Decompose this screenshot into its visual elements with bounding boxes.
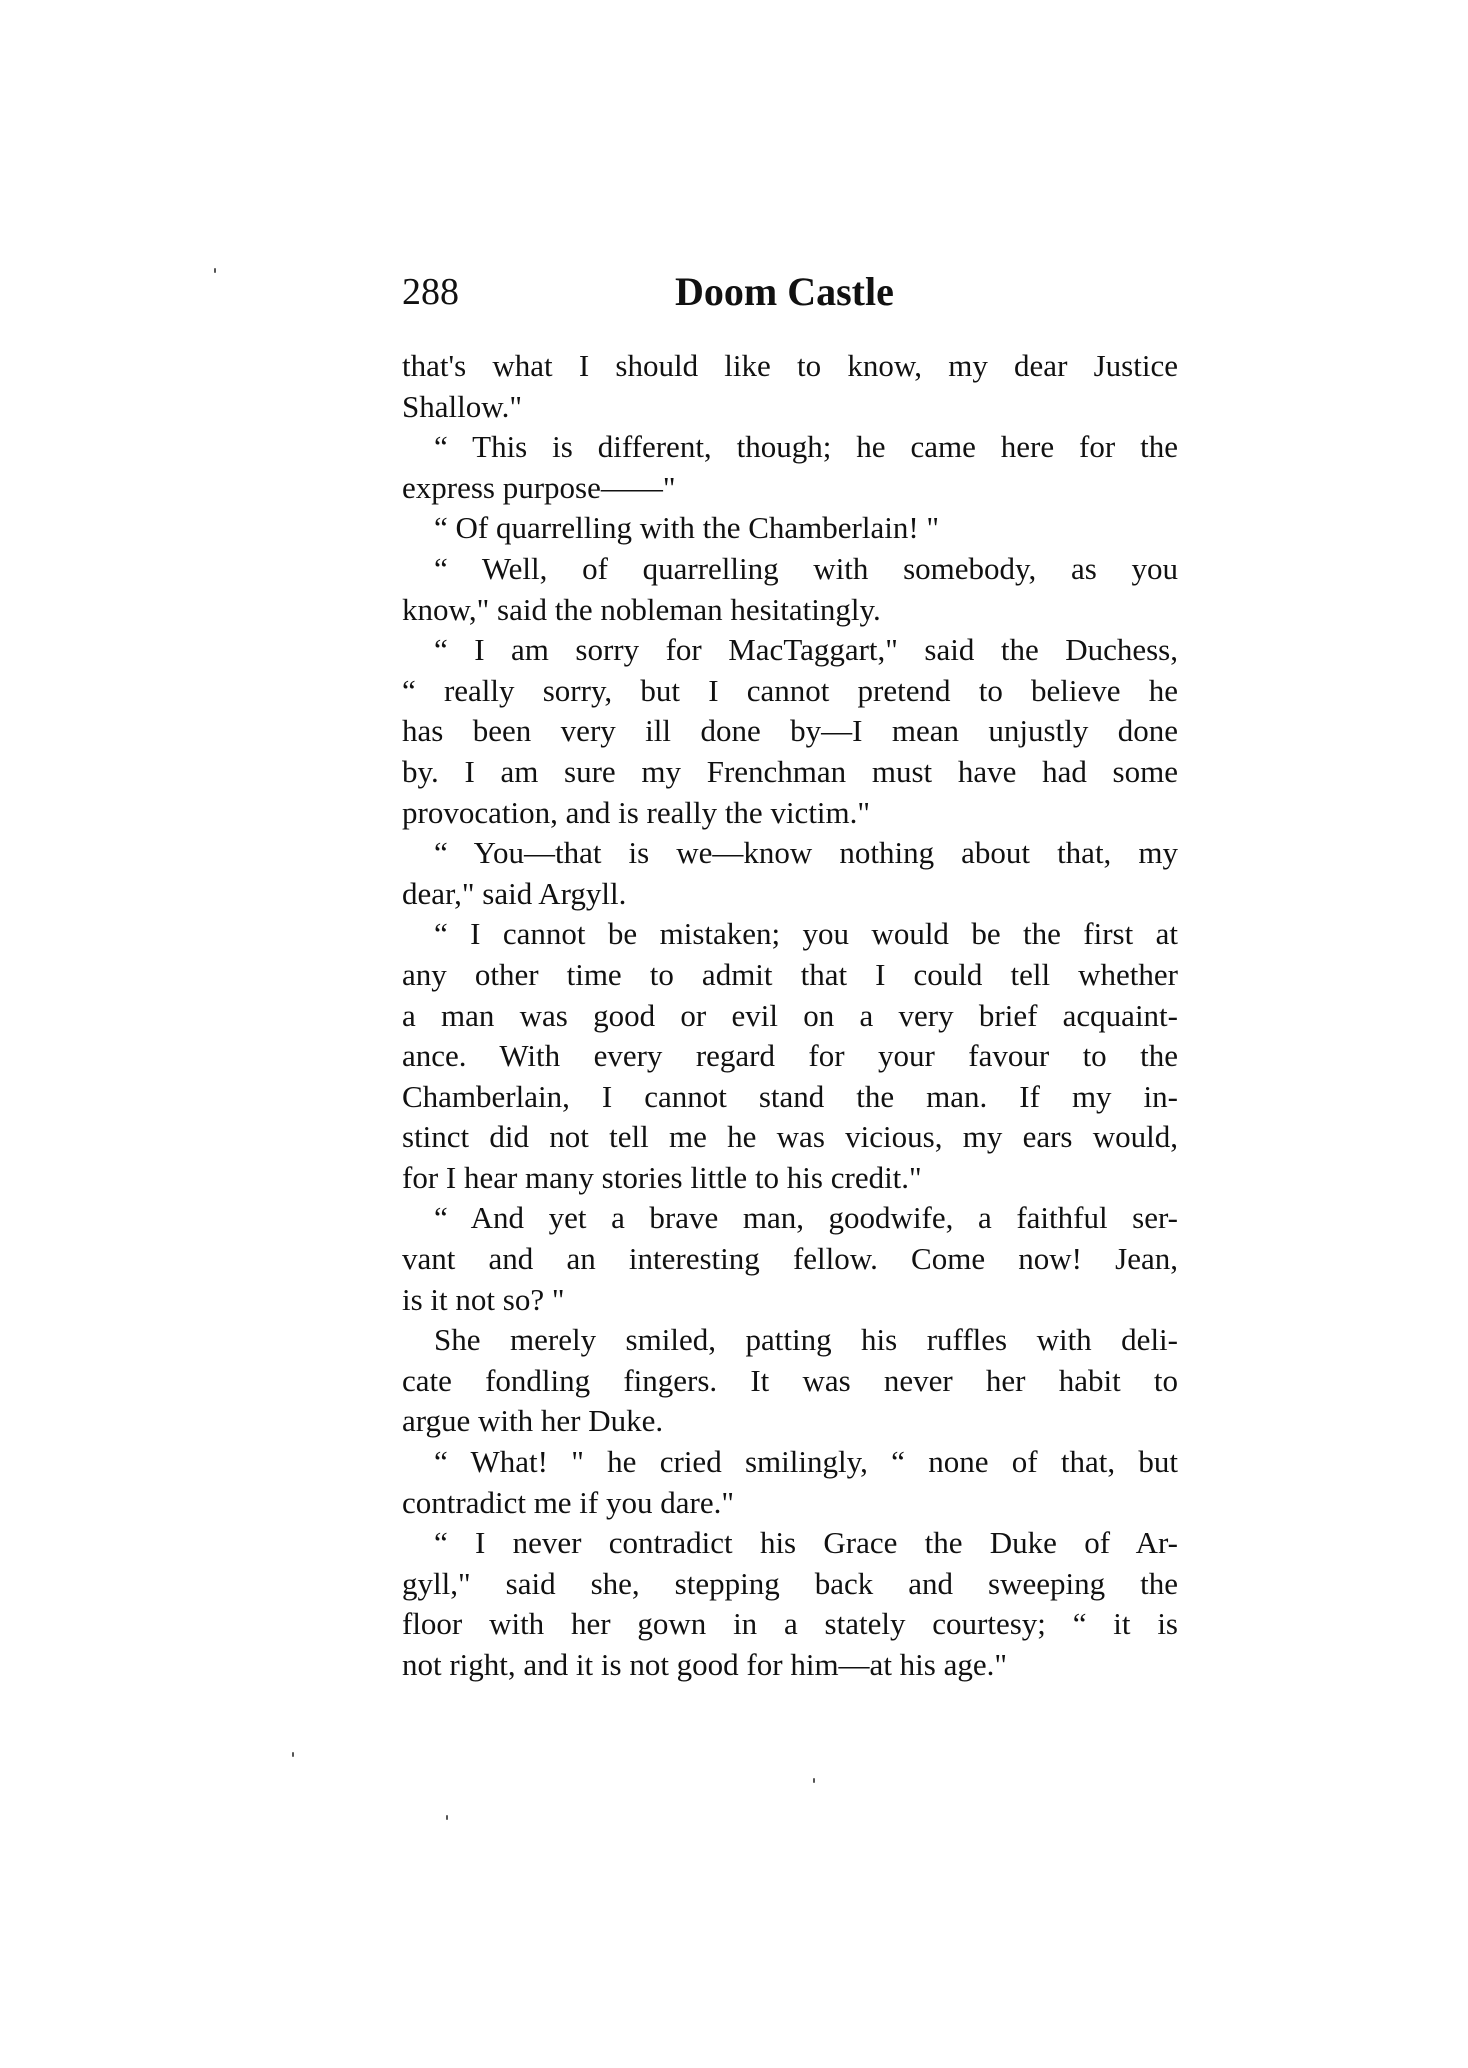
text-line: “ Of quarrelling with the Chamberlain! " xyxy=(434,510,940,546)
text-line: “ You—that is we—know nothing about that, my xyxy=(434,835,1178,871)
text-line: argue with her Duke. xyxy=(402,1403,664,1439)
scan-speck xyxy=(813,1778,815,1783)
text-line: “ And yet a brave man, goodwife, a faithful ser- xyxy=(434,1200,1178,1236)
text-line: know," said the nobleman hesitatingly. xyxy=(402,591,881,627)
text-line: Shallow." xyxy=(402,388,523,424)
text-line: “ This is different, though; he came here for the xyxy=(434,429,1178,465)
text-line: by. I am sure my Frenchman must have had some xyxy=(402,753,1178,789)
book-title: Doom Castle xyxy=(675,269,894,314)
text-line: ance. With every regard for your favour to the xyxy=(402,1038,1178,1074)
text-line: “ I am sorry for MacTaggart," said the Duchess, xyxy=(434,632,1178,668)
scan-speck xyxy=(292,1752,294,1757)
text-line: vant and an interesting fellow. Come now! Jean, xyxy=(402,1241,1178,1277)
page-number: 288 xyxy=(402,271,459,313)
text-line: “ really sorry, but I cannot pretend to believe he xyxy=(402,672,1178,708)
text-line: dear," said Argyll. xyxy=(402,875,627,911)
text-line: stinct did not tell me he was vicious, my ears would, xyxy=(402,1119,1178,1155)
text-line: Chamberlain, I cannot stand the man. If my in- xyxy=(402,1078,1178,1114)
text-line: for I hear many stories little to his credit." xyxy=(402,1159,922,1195)
body-text xyxy=(402,346,1178,1686)
text-line: She merely smiled, patting his ruffles with deli- xyxy=(434,1322,1178,1358)
text-line: contradict me if you dare." xyxy=(402,1484,734,1520)
text-line: “ Well, of quarrelling with somebody, as you xyxy=(434,550,1178,586)
text-line: that's what I should like to know, my dear Justice xyxy=(402,348,1178,383)
text-line: not right, and it is not good for him—at his age." xyxy=(402,1647,1008,1682)
text-line: has been very ill done by—I mean unjustly done xyxy=(402,713,1178,749)
text-line: cate fondling fingers. It was never her habit to xyxy=(402,1362,1178,1398)
text-line: “ I never contradict his Grace the Duke of Ar- xyxy=(434,1525,1178,1561)
text-line: express purpose——" xyxy=(402,469,676,505)
text-line: “ What! " he cried smilingly, “ none of that, but xyxy=(434,1444,1178,1480)
text-line: is it not so? " xyxy=(402,1281,565,1317)
text-line: provocation, and is really the victim." xyxy=(402,794,871,830)
text-line: floor with her gown in a stately courtesy; “ it is xyxy=(402,1606,1178,1642)
text-line: gyll," said she, stepping back and sweeping the xyxy=(402,1565,1178,1601)
scan-speck xyxy=(446,1815,448,1820)
text-line: any other time to admit that I could tell whether xyxy=(402,956,1178,992)
running-head xyxy=(402,262,1178,322)
text-line: “ I cannot be mistaken; you would be the first at xyxy=(434,916,1178,952)
scan-speck xyxy=(214,268,216,273)
text-line: a man was good or evil on a very brief acquaint- xyxy=(402,997,1178,1033)
